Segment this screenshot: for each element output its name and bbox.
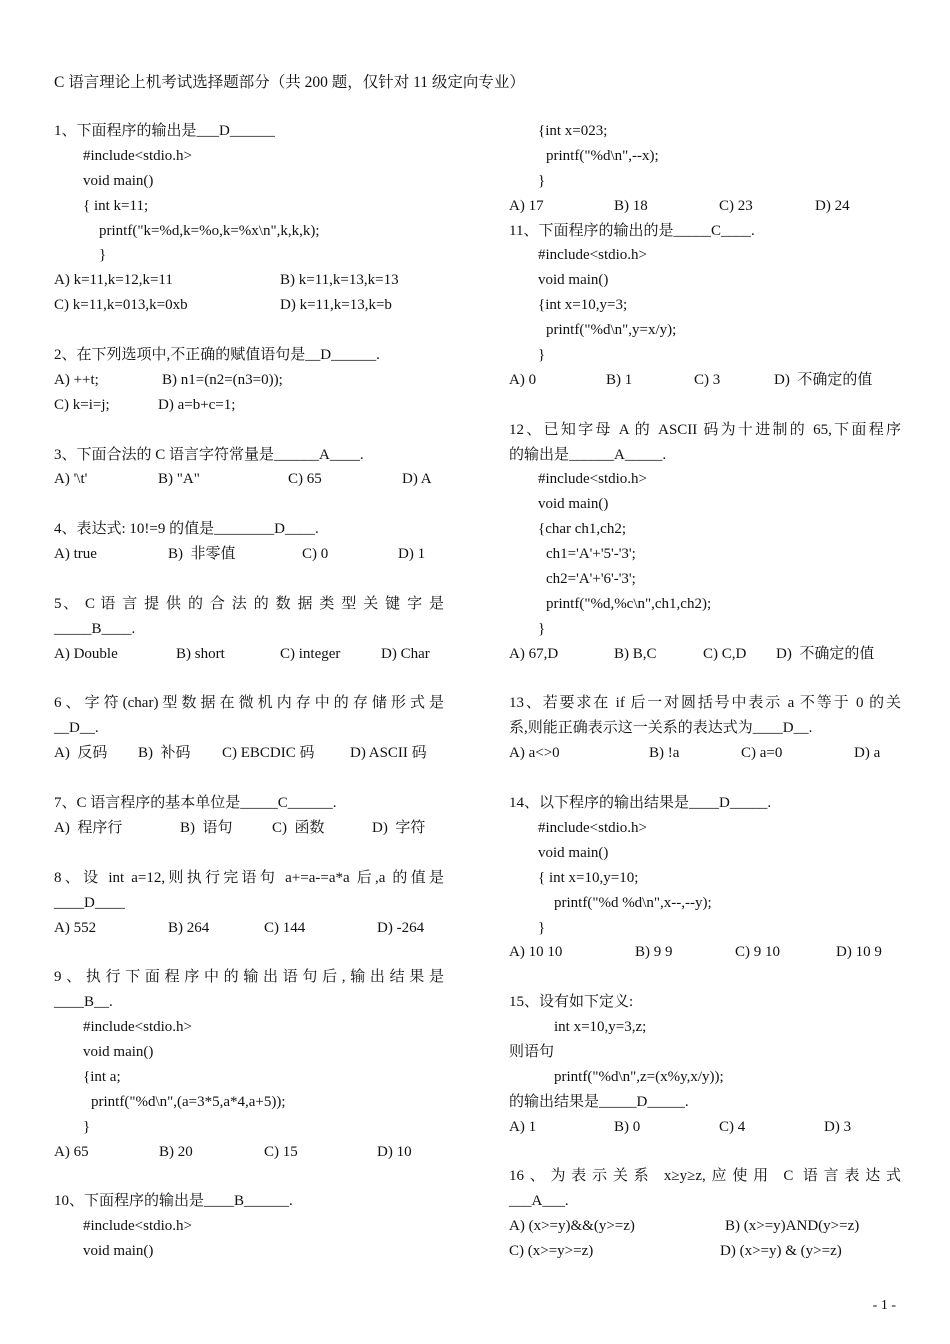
question-13-stem: 13、若要求在 if 后一对圆括号中表示 a 不等于 0 的关 bbox=[509, 695, 901, 712]
option-c: C) a=0 bbox=[741, 745, 783, 762]
code-line: { int x=10,y=10; bbox=[538, 869, 639, 886]
code-line: } bbox=[538, 919, 546, 936]
option-d: D) 不确定的值 bbox=[776, 645, 875, 662]
question-10-stem: 10、下面程序的输出是____B______. bbox=[54, 1193, 293, 1210]
left-column bbox=[54, 119, 444, 1264]
question-12-stem-cont: 的输出是______A_____. bbox=[509, 446, 667, 463]
question-9-stem: 9、执行下面程序中的输出语句后,输出结果是 bbox=[54, 969, 444, 986]
question-15-text: 的输出结果是_____D_____. bbox=[509, 1093, 689, 1110]
question-1-stem: 1、下面程序的输出是___D______ bbox=[54, 123, 275, 139]
question-14-stem: 14、以下程序的输出结果是____D_____. bbox=[509, 795, 772, 812]
answer-options bbox=[509, 1214, 901, 1239]
option-b: B) k=11,k=13,k=13 bbox=[280, 272, 399, 289]
option-c: C) integer bbox=[280, 645, 341, 662]
question-7-stem: 7、C 语言程序的基本单位是_____C______. bbox=[54, 795, 337, 812]
option-c: C) EBCDIC 码 bbox=[222, 745, 315, 762]
question-16-stem: 16、为表示关系 x≥y≥z,应使用 C 语言表达式 bbox=[509, 1168, 901, 1185]
question-3-stem: 3、下面合法的 C 语言字符常量是______A____. bbox=[54, 446, 364, 463]
answer-options bbox=[54, 293, 444, 318]
option-a: A) 0 bbox=[509, 371, 537, 388]
code-line: void main() bbox=[538, 844, 609, 861]
option-a: A) 552 bbox=[54, 919, 97, 936]
option-d: D) (x>=y) & (y>=z) bbox=[720, 1243, 842, 1260]
option-a: A) a<>0 bbox=[509, 745, 560, 762]
option-a: A) 1 bbox=[509, 1118, 537, 1135]
answer-options bbox=[54, 542, 444, 567]
option-c: C) 0 bbox=[302, 546, 329, 563]
code-line: {char ch1,ch2; bbox=[538, 521, 626, 538]
answer-options bbox=[54, 916, 444, 941]
question-5-stem: 5、 C 语 言 提 供 的 合 法 的 数 据 类 型 关 键 字 是 bbox=[54, 595, 444, 612]
option-c: C) 9 10 bbox=[735, 944, 780, 961]
option-b: B) B,C bbox=[614, 645, 657, 662]
option-d: D) 3 bbox=[824, 1118, 852, 1135]
option-a: A) true bbox=[54, 546, 97, 563]
code-line: } bbox=[538, 620, 546, 637]
option-c: C) 23 bbox=[719, 197, 753, 214]
question-12-stem: 12、已知字母 A 的 ASCII 码为十进制的 65,下面程序 bbox=[509, 421, 901, 438]
code-line: #include<stdio.h> bbox=[538, 247, 647, 264]
question-8-stem-cont: ____D____ bbox=[54, 894, 125, 911]
option-d: D) 字符 bbox=[372, 819, 426, 836]
option-d: D) -264 bbox=[377, 919, 425, 936]
option-d: D) a=b+c=1; bbox=[158, 396, 236, 413]
code-line: } bbox=[538, 172, 546, 189]
option-a: A) 65 bbox=[54, 1143, 89, 1160]
option-c: C) 3 bbox=[694, 371, 721, 388]
option-c: C) 函数 bbox=[272, 819, 325, 836]
answer-options bbox=[509, 940, 901, 965]
option-d: D) 不确定的值 bbox=[774, 371, 873, 388]
option-a: A) (x>=y)&&(y>=z) bbox=[509, 1218, 635, 1235]
question-11-stem: 11、下面程序的输出的是_____C____. bbox=[509, 222, 755, 239]
code-line: } bbox=[99, 247, 107, 264]
option-a: A) 反码 bbox=[54, 745, 108, 762]
page-number: - 1 - bbox=[872, 1298, 896, 1313]
question-2-stem: 2、在下列选项中,不正确的赋值语句是__D______. bbox=[54, 347, 380, 364]
answer-options bbox=[54, 741, 444, 766]
option-d: D) ASCII 码 bbox=[350, 745, 427, 762]
code-line: int x=10,y=3,z; bbox=[554, 1019, 647, 1036]
question-9-stem-cont: ____B__. bbox=[54, 994, 113, 1011]
option-b: B) 补码 bbox=[138, 745, 191, 762]
code-line: #include<stdio.h> bbox=[83, 1019, 192, 1036]
answer-options bbox=[54, 393, 444, 418]
option-a: A) 67,D bbox=[509, 645, 559, 662]
option-d: D) A bbox=[402, 471, 432, 488]
code-line: } bbox=[83, 1118, 91, 1135]
code-line: {int x=10,y=3; bbox=[538, 297, 628, 314]
question-15-stem: 15、设有如下定义: bbox=[509, 994, 634, 1011]
answer-options bbox=[509, 1115, 901, 1140]
option-c: C) (x>=y>=z) bbox=[509, 1243, 594, 1260]
document-title: C 语言理论上机考试选择题部分（共 200 题，仅针对 11 级定向专业） bbox=[54, 74, 525, 91]
option-a: A) Double bbox=[54, 645, 118, 662]
code-line: void main() bbox=[538, 496, 609, 513]
option-d: D) a bbox=[854, 745, 881, 762]
option-b: B) 20 bbox=[159, 1143, 193, 1160]
code-line: } bbox=[538, 347, 546, 364]
code-line: void main() bbox=[538, 272, 609, 289]
answer-options bbox=[509, 1239, 901, 1264]
option-b: B) 非零值 bbox=[168, 546, 236, 563]
code-line: {int x=023; bbox=[538, 123, 608, 139]
code-line: printf("k=%d,k=%o,k=%x\n",k,k,k); bbox=[99, 222, 320, 239]
question-13-stem-cont: 系,则能正确表示这一关系的表达式为____D__. bbox=[509, 720, 813, 737]
code-line: printf("%d\n",(a=3*5,a*4,a+5)); bbox=[91, 1093, 286, 1110]
question-15-text: 则语句 bbox=[509, 1043, 555, 1060]
code-line: #include<stdio.h> bbox=[83, 1218, 192, 1235]
code-line: #include<stdio.h> bbox=[538, 471, 647, 488]
answer-options bbox=[54, 816, 444, 841]
option-d: D) 10 9 bbox=[836, 944, 882, 961]
answer-options bbox=[54, 642, 444, 667]
option-c: C) 15 bbox=[264, 1143, 298, 1160]
option-b: B) 1 bbox=[606, 371, 633, 388]
answer-options bbox=[509, 741, 901, 766]
answer-options bbox=[509, 194, 901, 219]
answer-options bbox=[54, 268, 444, 293]
option-a: A) 10 10 bbox=[509, 944, 563, 961]
option-a: A) 17 bbox=[509, 197, 544, 214]
question-8-stem: 8、设 int a=12,则执行完语句 a+=a-=a*a 后,a 的值是 bbox=[54, 869, 444, 886]
code-line: void main() bbox=[83, 1043, 154, 1060]
code-line: {int a; bbox=[83, 1068, 121, 1085]
option-d: D) k=11,k=13,k=b bbox=[280, 297, 392, 314]
code-line: #include<stdio.h> bbox=[83, 147, 192, 164]
code-line: ch1='A'+'5'-'3'; bbox=[546, 546, 636, 563]
option-d: D) Char bbox=[381, 645, 430, 662]
option-a: A) 程序行 bbox=[54, 819, 123, 836]
option-a: A) ++t; bbox=[54, 371, 99, 388]
option-b: B) 264 bbox=[168, 919, 210, 936]
option-b: B) !a bbox=[649, 745, 680, 762]
option-a: A) '\t' bbox=[54, 471, 88, 488]
option-b: B) short bbox=[176, 645, 225, 662]
option-d: D) 24 bbox=[815, 197, 850, 214]
code-line: printf("%d\n",y=x/y); bbox=[546, 322, 677, 339]
right-column bbox=[509, 119, 901, 1264]
answer-options bbox=[54, 368, 444, 393]
code-line: printf("%d %d\n",x--,--y); bbox=[554, 894, 712, 911]
code-line: #include<stdio.h> bbox=[538, 819, 647, 836]
option-c: C) 144 bbox=[264, 919, 306, 936]
option-b: B) "A" bbox=[158, 471, 200, 488]
code-line: printf("%d\n",--x); bbox=[546, 147, 659, 164]
option-a: A) k=11,k=12,k=11 bbox=[54, 272, 173, 289]
option-b: B) 语句 bbox=[180, 819, 233, 836]
question-4-stem: 4、表达式: 10!=9 的值是________D____. bbox=[54, 521, 319, 538]
code-line: ch2='A'+'6'-'3'; bbox=[546, 571, 636, 588]
answer-options bbox=[54, 1140, 444, 1165]
option-c: C) k=11,k=013,k=0xb bbox=[54, 297, 188, 314]
code-line: printf("%d,%c\n",ch1,ch2); bbox=[546, 595, 712, 612]
option-c: C) 4 bbox=[719, 1118, 746, 1135]
option-c: C) 65 bbox=[288, 471, 322, 488]
option-b: B) (x>=y)AND(y>=z) bbox=[725, 1218, 860, 1235]
option-d: D) 1 bbox=[398, 546, 426, 563]
option-b: B) 0 bbox=[614, 1118, 641, 1135]
option-b: B) n1=(n2=(n3=0)); bbox=[162, 371, 283, 388]
question-5-stem-cont: _____B____. bbox=[54, 620, 136, 637]
option-b: B) 9 9 bbox=[635, 944, 673, 961]
option-d: D) 10 bbox=[377, 1143, 412, 1160]
code-line: void main() bbox=[83, 1243, 154, 1260]
option-c: C) C,D bbox=[703, 645, 747, 662]
question-16-stem-cont: ___A___. bbox=[509, 1193, 569, 1210]
question-6-stem-cont: __D__. bbox=[54, 720, 99, 737]
answer-options bbox=[509, 642, 901, 667]
option-c: C) k=i=j; bbox=[54, 396, 110, 413]
answer-options bbox=[509, 368, 901, 393]
code-line: { int k=11; bbox=[83, 197, 149, 214]
question-6-stem: 6、字符(char)型数据在微机内存中的存储形式是 bbox=[54, 695, 444, 712]
answer-options bbox=[54, 467, 444, 492]
code-line: printf("%d\n",z=(x%y,x/y)); bbox=[554, 1068, 724, 1085]
option-b: B) 18 bbox=[614, 197, 648, 214]
code-line: void main() bbox=[83, 172, 154, 189]
